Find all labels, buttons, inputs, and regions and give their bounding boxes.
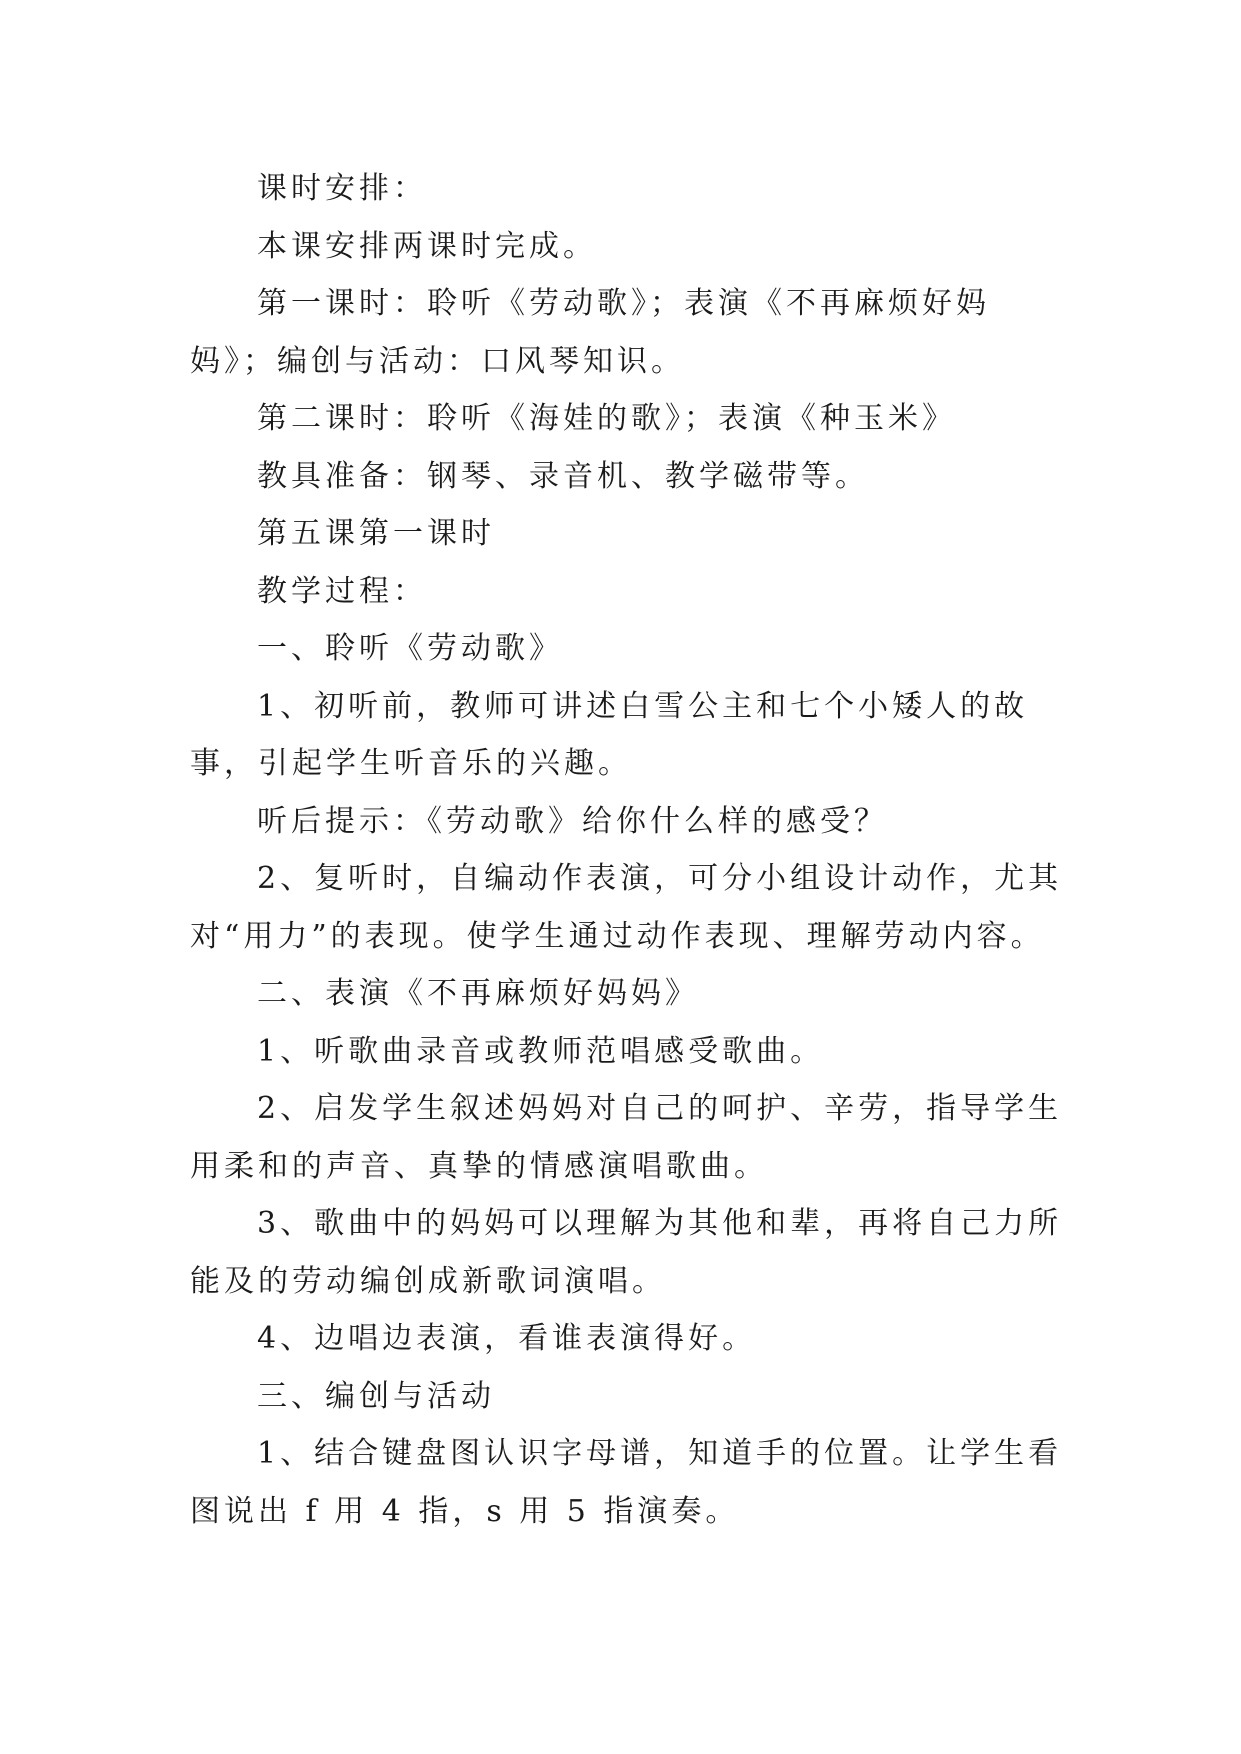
paragraph-item-2-actions: 2、复听时，自编动作表演，可分小组设计动作，尤其对“用力”的表现。使学生通过动作表现、理解劳动内容。 <box>190 861 1063 954</box>
paragraph-item-1-story: 1、初听前，教师可讲述白雪公主和七个小矮人的故事，引起学生听音乐的兴趣。 <box>190 688 1029 781</box>
paragraph-two-lessons: 本课安排两课时完成。 <box>257 228 597 264</box>
paragraph-item-1-keyboard: 1、结合键盘图认识字母谱，知道手的位置。让学生看图说出 f 用 4 指，s 用 5 指演奏。 <box>190 1436 1063 1529</box>
paragraph-section-three: 三、编创与活动 <box>257 1378 495 1414</box>
paragraph-lesson-five-first: 第五课第一课时 <box>257 516 495 551</box>
paragraph-listening-prompt: 听后提示：《劳动歌》给你什么样的感受？ <box>257 803 888 839</box>
paragraph-item-3-new-lyrics: 3、歌曲中的妈妈可以理解为其他和辈，再将自己力所能及的劳动编创成新歌词演唱。 <box>190 1206 1063 1299</box>
paragraph-item-2-mother-care: 2、启发学生叙述妈妈对自己的呵护、辛劳，指导学生用柔和的声音、真挚的情感演唱歌曲。 <box>190 1091 1063 1184</box>
paragraph-section-two: 二、表演《不再麻烦好妈妈》 <box>257 976 699 1011</box>
paragraph-first-lesson: 第一课时：聆听《劳动歌》；表演《不再麻烦好妈妈》；编创与活动：口风琴知识。 <box>190 286 990 379</box>
paragraph-section-one: 一、聆听《劳动歌》 <box>257 631 563 666</box>
paragraph-teaching-aids: 教具准备：钢琴、录音机、教学磁带等。 <box>257 458 869 494</box>
paragraph-item-1-listen-song: 1、听歌曲录音或教师范唱感受歌曲。 <box>257 1033 825 1069</box>
paragraph-item-4-perform: 4、边唱边表演，看谁表演得好。 <box>257 1321 757 1356</box>
paragraph-lesson-schedule-heading: 课时安排： <box>257 171 427 206</box>
paragraph-second-lesson: 第二课时：聆听《海娃的歌》；表演《种玉米》 <box>257 401 956 436</box>
document-body <box>190 160 1070 1540</box>
paragraph-teaching-process: 教学过程： <box>257 573 427 609</box>
